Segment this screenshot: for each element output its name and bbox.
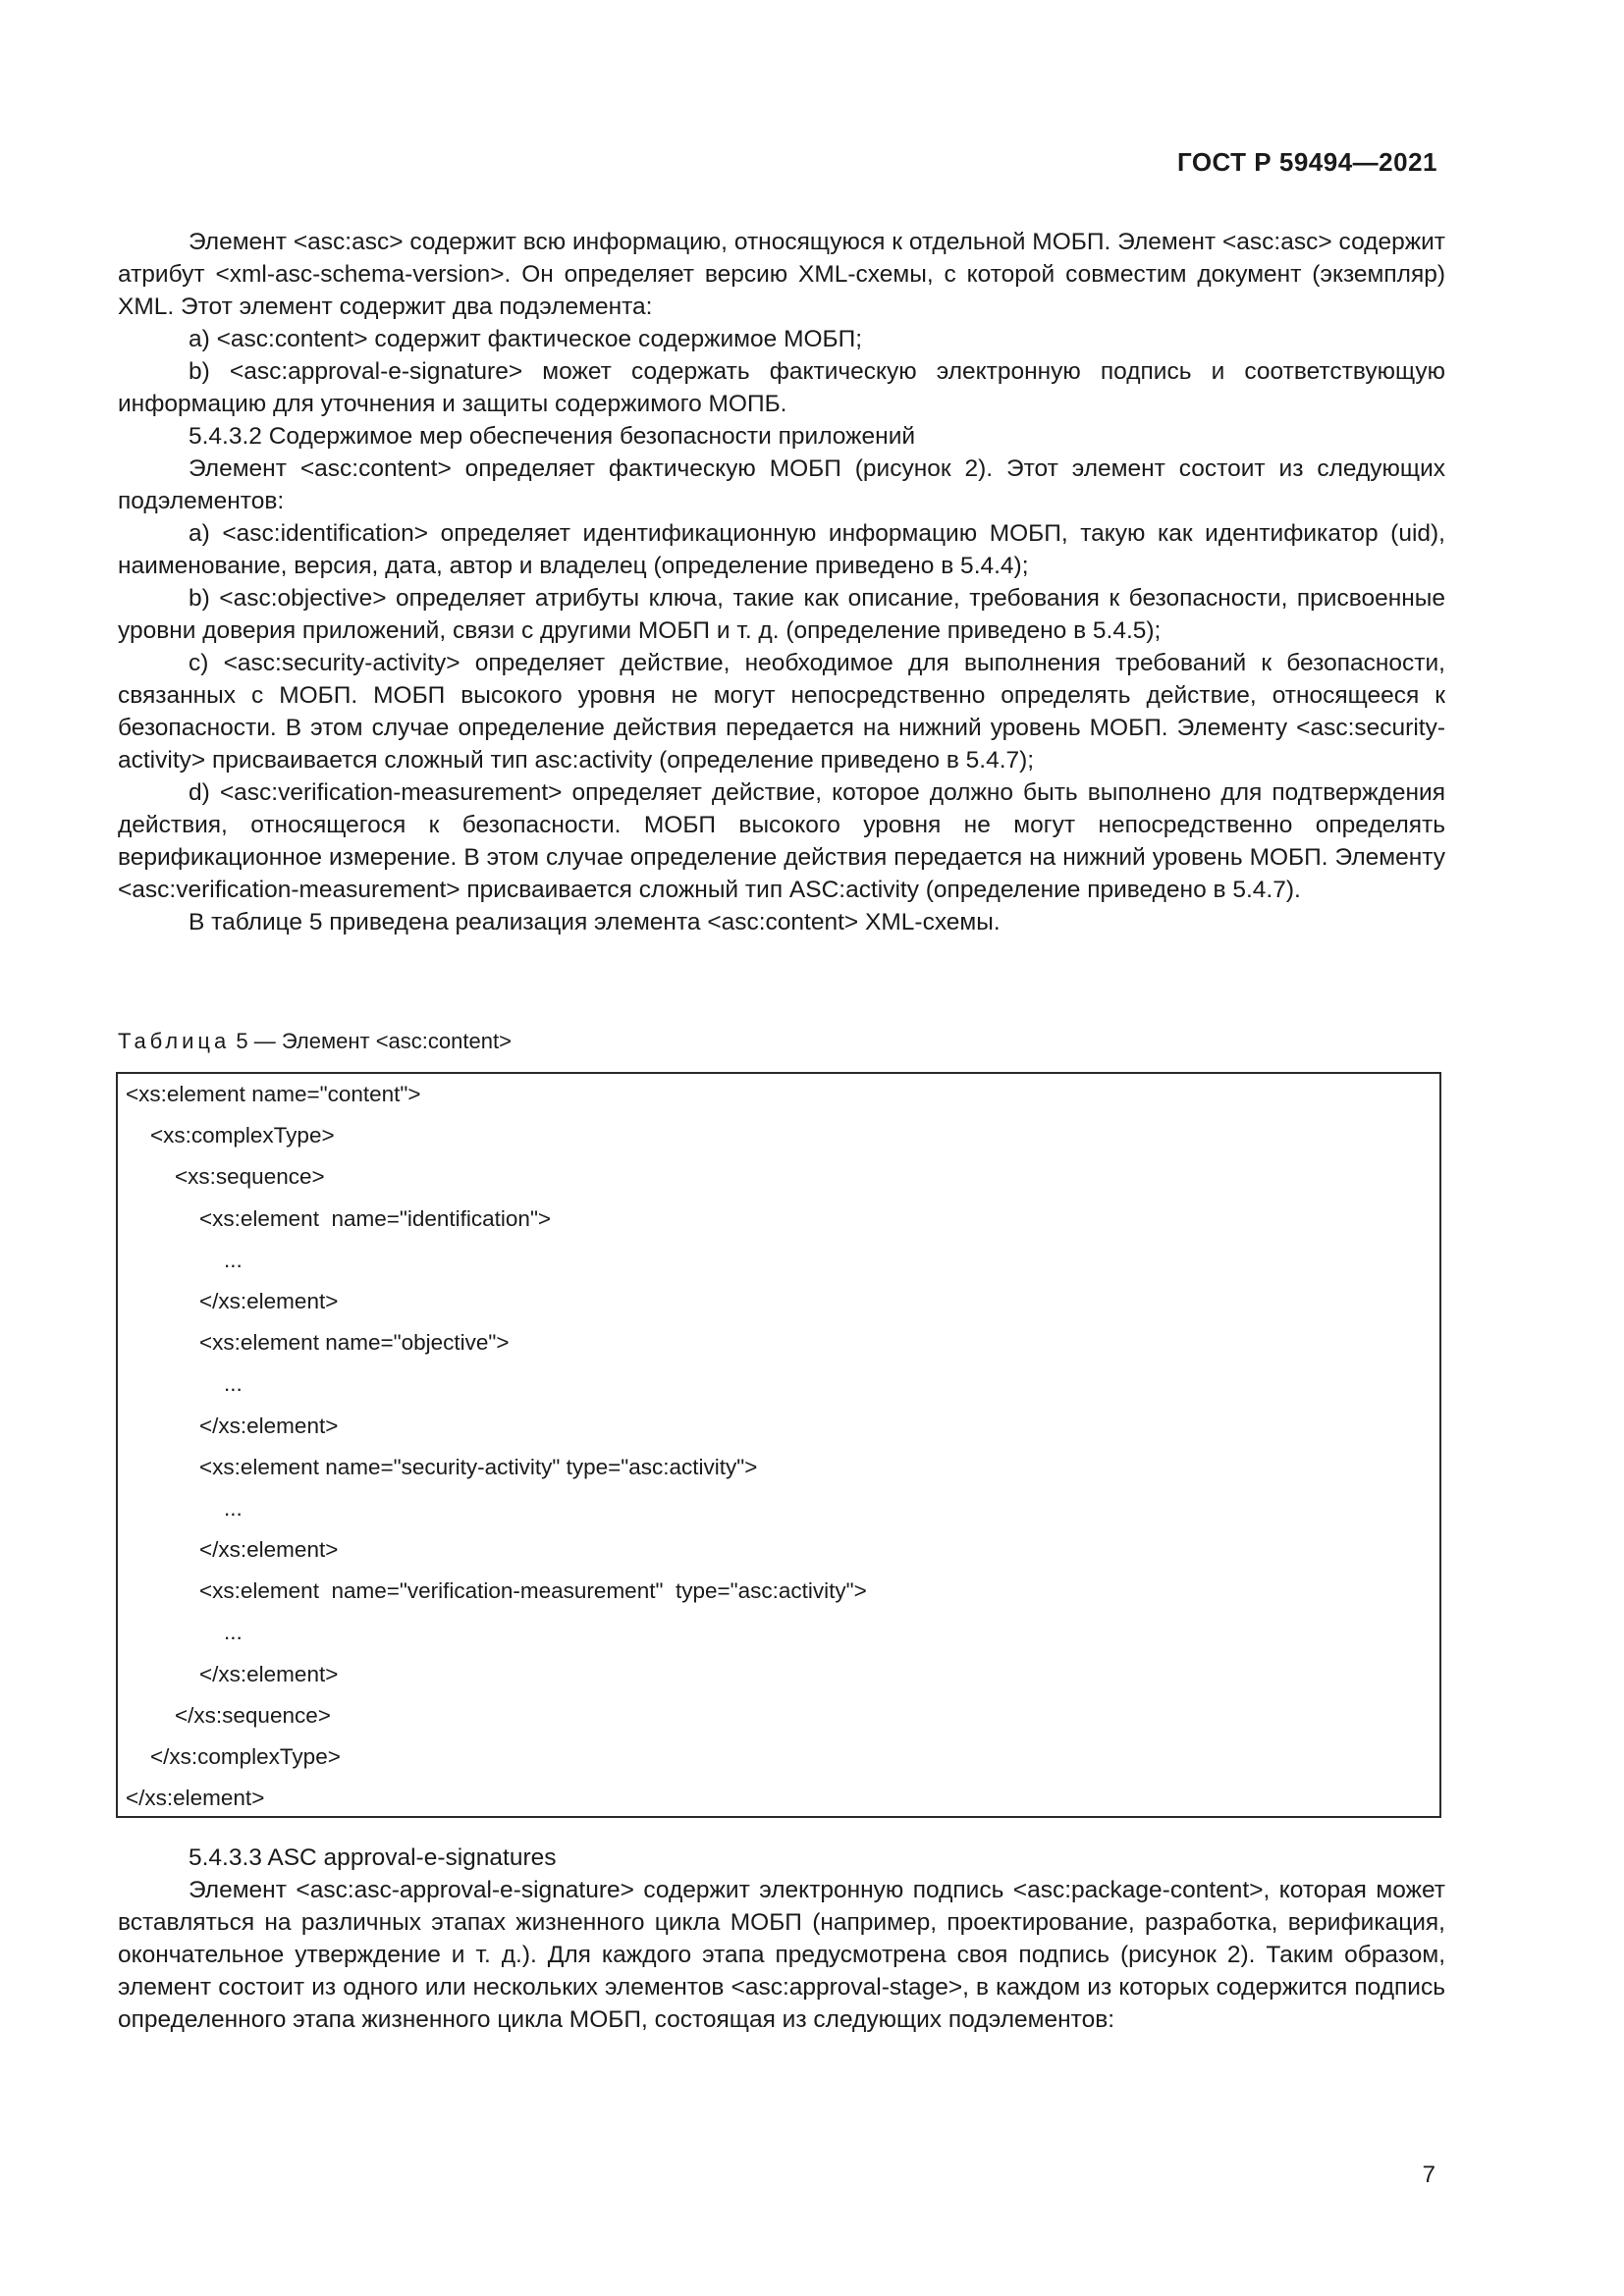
table-caption-label: Таблица: [118, 1029, 231, 1053]
code-line: </xs:element>: [126, 1288, 339, 1313]
code-line: ...: [126, 1371, 243, 1397]
code-line: </xs:element>: [126, 1661, 339, 1686]
code-line: <xs:element name="identification">: [126, 1205, 552, 1231]
code-line: </xs:complexType>: [126, 1744, 341, 1769]
code-line: </xs:element>: [126, 1786, 265, 1811]
paragraph: Элемент <asc:content> определяет фактическую МОБП (рисунок 2). Этот элемент состоит из следующих подэлементов:: [118, 455, 1445, 514]
page-number: 7: [1422, 2162, 1435, 2188]
list-item-c: c) <asc:security-activity> определяет действие, необходимое для выполнения требований к безопасности, связанных с МОБП. МОБП высокого уровня не могут непосредственно определять действие, относящееся к безопасности. В этом случае определение действия передается на нижний уровень МОБП. Элементу <asc:security-activity> присваивается сложный тип asc:activity (определение приведено в 5.4.7);: [118, 650, 1445, 774]
code-line: ...: [126, 1620, 243, 1645]
paragraph: Элемент <asc:asc> содержит всю информацию, относящуюся к отдельной МОБП. Элемент <asc:asc> содержит атрибут <xml-asc-schema-version>. Он определяет версию XML-схемы, с которой совместим документ (экземпляр) XML. Этот элемент содержит два подэлемента:: [118, 229, 1445, 320]
code-line: </xs:sequence>: [126, 1702, 331, 1728]
list-item-d: d) <asc:verification-measurement> определяет действие, которое должно быть выполнено для подтверждения действия, относящегося к безопасности. МОБП высокого уровня не могут непосредственно определять верификационное измерение. В этом случае определение действия передается на нижний уровень МОБП. Элементу <asc:verification-measurement> присваивается сложный тип ASC:activity (определение приведено в 5.4.7).: [118, 779, 1445, 903]
code-line: <xs:element name="security-activity" type="asc:activity">: [126, 1454, 758, 1479]
code-line: </xs:element>: [126, 1413, 339, 1438]
code-line: <xs:element name="objective">: [126, 1330, 510, 1356]
list-item-a: a) <asc:content> содержит фактическое содержимое МОБП;: [189, 326, 863, 352]
xml-code-table: [116, 1072, 1441, 1818]
document-id-header: ГОСТ Р 59494—2021: [1176, 147, 1437, 177]
code-line: <xs:complexType>: [126, 1123, 335, 1148]
code-line: ...: [126, 1247, 243, 1272]
list-item-b: b) <asc:approval-e-signature> может содержать фактическую электронную подпись и соответствующую информацию для уточнения и защиты содержимого МОПБ.: [118, 358, 1445, 417]
code-line: <xs:element name="content">: [126, 1082, 421, 1106]
table-caption: [118, 1029, 512, 1054]
subsection-heading: 5.4.3.3 ASC approval-e-signatures: [189, 1844, 557, 1871]
paragraph: В таблице 5 приведена реализация элемента <asc:content> XML-схемы.: [189, 909, 1001, 935]
subsection-heading: 5.4.3.2 Содержимое мер обеспечения безопасности приложений: [189, 423, 916, 450]
table-caption-text: 5 — Элемент <asc:content>: [236, 1029, 512, 1053]
code-line: <xs:sequence>: [126, 1164, 325, 1190]
code-line: ...: [126, 1495, 243, 1521]
code-line: </xs:element>: [126, 1537, 339, 1563]
section-body-2: [118, 1842, 1445, 2036]
list-item-a: a) <asc:identification> определяет идентификационную информацию МОБП, такую как идентификатор (uid), наименование, версия, дата, автор и владелец (определение приведено в 5.4.4);: [118, 520, 1445, 579]
code-line: <xs:element name="verification-measurement" type="asc:activity">: [126, 1578, 867, 1604]
section-body: [118, 226, 1445, 938]
paragraph: Элемент <asc:asc-approval-e-signature> содержит электронную подпись <asc:package-content>, которая может вставляться на различных этапах жизненного цикла МОБП (например, проектирование, разработка, верификация, окончательное утверждение и т. д.). Для каждого этапа предусмотрена своя подпись (рисунок 2). Таким образом, элемент состоит из одного или нескольких элементов <asc:approval-stage>, в каждом из которых содержится подпись определенного этапа жизненного цикла МОБП, состоящая из следующих подэлементов:: [118, 1877, 1445, 2033]
list-item-b: b) <asc:objective> определяет атрибуты ключа, такие как описание, требования к безопасности, присвоенные уровни доверия приложений, связи с другими МОБП и т. д. (определение приведено в 5.4.5);: [118, 585, 1445, 644]
